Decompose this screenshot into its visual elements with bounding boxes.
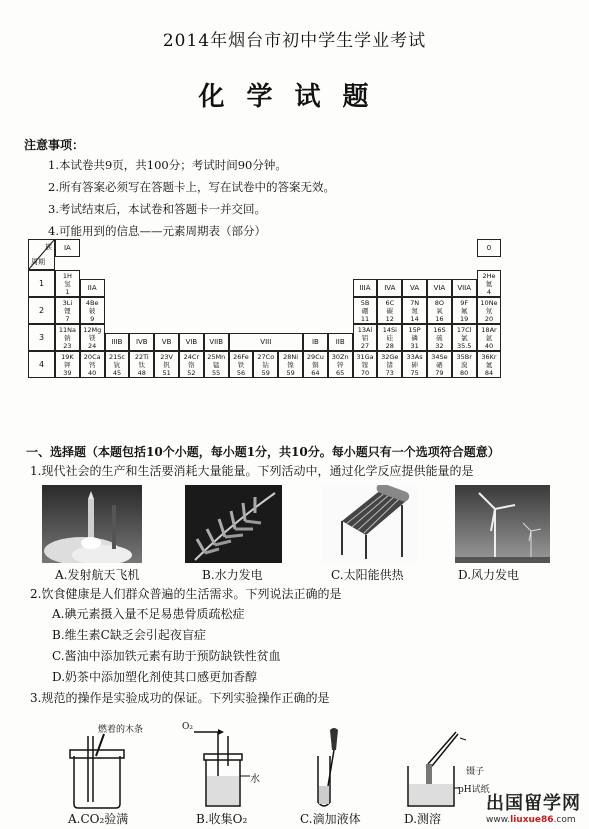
element-symbol: 21Sc bbox=[109, 353, 125, 361]
element-name: 钛 bbox=[138, 361, 146, 369]
element-name: 钙 bbox=[88, 361, 96, 369]
group-header: VIII bbox=[229, 333, 303, 351]
element-cell bbox=[55, 297, 80, 324]
element-symbol: 18Ar bbox=[481, 326, 497, 334]
element-cell bbox=[303, 351, 328, 378]
element-symbol: 35Br bbox=[456, 353, 472, 361]
period-label: 3 bbox=[28, 324, 55, 351]
element-cell bbox=[377, 324, 402, 351]
element-mass: 24 bbox=[88, 342, 97, 350]
element-mass: 32 bbox=[435, 342, 444, 350]
group-header: VA bbox=[402, 279, 427, 297]
element-mass: 59 bbox=[261, 369, 270, 377]
element-name: 镍 bbox=[287, 361, 294, 369]
element-cell bbox=[427, 297, 452, 324]
element-symbol: 17Cl bbox=[456, 326, 472, 334]
element-name: 溴 bbox=[460, 361, 468, 369]
element-name: 氟 bbox=[460, 307, 468, 315]
element-name: 锂 bbox=[64, 307, 71, 315]
element-mass: 80 bbox=[460, 369, 469, 377]
element-mass: 35.5 bbox=[456, 342, 472, 350]
element-mass: 45 bbox=[112, 369, 122, 377]
q3-option-d: D.测溶 bbox=[404, 812, 442, 826]
element-symbol: 4Be bbox=[85, 299, 99, 307]
question-3-stem: 3.规范的操作是实验成功的保证。下列实验操作正确的是 bbox=[30, 691, 330, 705]
element-mass: 70 bbox=[360, 369, 370, 377]
question-1-stem: 1.现代社会的生产和生活要消耗大量能量。下列活动中，通过化学反应提供能量的是 bbox=[30, 464, 474, 478]
element-name: 镓 bbox=[361, 361, 369, 369]
element-cell bbox=[328, 351, 353, 378]
element-name: 氢 bbox=[64, 280, 71, 288]
element-mass: 28 bbox=[385, 342, 394, 350]
q3-option-a: A.CO₂验满 bbox=[68, 812, 129, 826]
group-header: VIB bbox=[179, 333, 204, 351]
element-name: 铬 bbox=[188, 361, 195, 369]
element-cell bbox=[427, 324, 452, 351]
group-header: IIB bbox=[328, 333, 353, 351]
element-cell bbox=[353, 324, 378, 351]
element-name: 钴 bbox=[262, 361, 270, 369]
ph-paper-label: pH试纸 bbox=[458, 785, 490, 795]
q2-option-b: B.维生素C缺乏会引起夜盲症 bbox=[52, 628, 206, 642]
corner-period-label: 周期 bbox=[31, 258, 45, 266]
element-mass: 79 bbox=[435, 369, 444, 377]
element-cell bbox=[402, 297, 427, 324]
element-mass: 65 bbox=[336, 369, 345, 377]
group-header: IA bbox=[55, 239, 80, 257]
element-cell bbox=[55, 324, 80, 351]
tweezers-label: 镊子 bbox=[466, 767, 485, 777]
element-symbol: 24Cr bbox=[183, 353, 200, 361]
element-name: 氦 bbox=[485, 280, 493, 288]
element-name: 铁 bbox=[237, 361, 245, 369]
element-mass: 31 bbox=[410, 342, 419, 350]
exam-title: 2014年烟台市初中学生学业考试 bbox=[162, 31, 427, 51]
periodic-table bbox=[28, 239, 557, 416]
watermark-url: www.liuxue86.com bbox=[486, 815, 576, 825]
group-header: IIIB bbox=[105, 333, 130, 351]
element-name: 氯 bbox=[460, 334, 468, 342]
element-name: 钾 bbox=[64, 361, 71, 369]
element-mass: 52 bbox=[187, 369, 196, 377]
element-cell bbox=[427, 351, 452, 378]
element-cell bbox=[179, 351, 204, 378]
element-name: 钪 bbox=[113, 361, 121, 369]
element-symbol: 27Co bbox=[257, 353, 275, 361]
element-name: 锌 bbox=[336, 361, 344, 369]
element-symbol: 20Ca bbox=[83, 353, 101, 361]
notice-item: 1.本试卷共9页，共100分；考试时间90分钟。 bbox=[48, 158, 287, 172]
element-cell bbox=[278, 351, 303, 378]
rocket-launch-image bbox=[42, 485, 142, 563]
element-name: 碳 bbox=[386, 307, 394, 315]
element-cell bbox=[402, 351, 427, 378]
element-name: 硒 bbox=[436, 361, 443, 369]
element-symbol: 19K bbox=[61, 353, 74, 361]
element-mass: 16 bbox=[435, 315, 444, 323]
element-name: 硫 bbox=[436, 334, 443, 342]
element-symbol: 5B bbox=[360, 299, 370, 307]
element-symbol: 33As bbox=[406, 353, 423, 361]
burning-stick-label: 燃着的木条 bbox=[98, 725, 144, 735]
element-symbol: 16S bbox=[433, 326, 446, 334]
element-cell bbox=[105, 351, 130, 378]
group-header: VIIA bbox=[452, 279, 477, 297]
element-mass: 7 bbox=[65, 315, 70, 323]
element-name: 磷 bbox=[411, 334, 418, 342]
q1-option-b: B.水力发电 bbox=[202, 568, 263, 582]
element-cell bbox=[477, 270, 502, 297]
notice-heading: 注意事项： bbox=[24, 138, 85, 152]
element-mass: 23 bbox=[63, 342, 72, 350]
element-symbol: 25Mn bbox=[207, 353, 226, 361]
element-cell bbox=[402, 324, 427, 351]
element-mass: 84 bbox=[484, 369, 494, 377]
o2-collect-diagram bbox=[178, 722, 278, 811]
element-mass: 55 bbox=[212, 369, 221, 377]
element-symbol: 10Ne bbox=[480, 299, 498, 307]
element-cell bbox=[452, 324, 477, 351]
co2-check-diagram bbox=[60, 726, 150, 811]
group-header: IVB bbox=[129, 333, 154, 351]
element-cell bbox=[229, 351, 254, 378]
group-header: IB bbox=[303, 333, 328, 351]
group-header: 0 bbox=[477, 239, 502, 257]
element-name: 镁 bbox=[88, 334, 96, 342]
q1-option-d: D.风力发电 bbox=[458, 568, 520, 582]
element-name: 锰 bbox=[212, 361, 220, 369]
element-mass: 73 bbox=[385, 369, 394, 377]
element-cell bbox=[353, 297, 378, 324]
element-symbol: 11Na bbox=[58, 326, 76, 334]
section-heading: 一、选择题（本题包括10个小题，每小题1分，共10分。每小题只有一个选项符合题意） bbox=[26, 445, 500, 459]
element-cell bbox=[253, 351, 278, 378]
element-symbol: 26Fe bbox=[233, 353, 249, 361]
element-cell bbox=[477, 297, 502, 324]
element-symbol: 12Mg bbox=[83, 326, 102, 334]
group-header: IVA bbox=[377, 279, 402, 297]
q1-option-a: A.发射航天飞机 bbox=[55, 568, 140, 582]
element-symbol: 8O bbox=[434, 299, 445, 307]
corner-family-label: 族 bbox=[45, 243, 52, 251]
element-cell bbox=[129, 351, 154, 378]
element-mass: 51 bbox=[162, 369, 171, 377]
element-cell bbox=[80, 297, 105, 324]
element-name: 钠 bbox=[64, 334, 71, 342]
drop-liquid-diagram bbox=[298, 726, 358, 811]
element-name: 硼 bbox=[361, 307, 369, 315]
element-cell bbox=[377, 297, 402, 324]
q2-option-a: A.碘元素摄入量不足易患骨质疏松症 bbox=[52, 607, 245, 621]
element-symbol: 28Ni bbox=[283, 353, 299, 361]
subject-title: 化学试题 bbox=[198, 82, 391, 112]
element-name: 钒 bbox=[163, 361, 170, 369]
element-mass: 40 bbox=[484, 342, 494, 350]
element-mass: 19 bbox=[460, 315, 469, 323]
element-cell bbox=[55, 351, 80, 378]
element-symbol: 22Ti bbox=[134, 353, 149, 361]
element-symbol: 30Zn bbox=[331, 353, 349, 361]
element-mass: 1 bbox=[65, 288, 70, 296]
element-cell bbox=[80, 324, 105, 351]
solar-heater-image bbox=[322, 485, 418, 563]
element-cell bbox=[477, 324, 502, 351]
element-name: 锗 bbox=[386, 361, 394, 369]
element-symbol: 2He bbox=[482, 272, 496, 280]
element-symbol: 29Cu bbox=[306, 353, 324, 361]
element-name: 硅 bbox=[386, 334, 394, 342]
element-name: 铍 bbox=[88, 307, 96, 315]
element-cell bbox=[154, 351, 179, 378]
element-symbol: 14Si bbox=[382, 326, 397, 334]
element-symbol: 32Ge bbox=[381, 353, 399, 361]
element-name: 砷 bbox=[411, 361, 418, 369]
element-cell bbox=[477, 351, 502, 378]
q3-option-c: C.滴加液体 bbox=[300, 812, 361, 826]
table-corner bbox=[28, 239, 55, 270]
q3-option-b: B.收集O₂ bbox=[196, 812, 248, 826]
element-mass: 64 bbox=[311, 369, 320, 377]
element-symbol: 34Se bbox=[431, 353, 448, 361]
element-cell bbox=[452, 297, 477, 324]
notice-list bbox=[48, 154, 568, 242]
element-symbol: 13Al bbox=[357, 326, 373, 334]
element-name: 氖 bbox=[485, 307, 493, 315]
notice-item: 2.所有答案必须写在答题卡上，写在试卷中的答案无效。 bbox=[48, 180, 335, 194]
element-mass: 9 bbox=[90, 315, 95, 323]
element-name: 氩 bbox=[485, 334, 493, 342]
group-header: VIIB bbox=[204, 333, 229, 351]
period-label: 2 bbox=[28, 297, 55, 324]
element-mass: 59 bbox=[286, 369, 295, 377]
element-cell bbox=[452, 351, 477, 378]
element-mass: 40 bbox=[88, 369, 97, 377]
element-symbol: 6C bbox=[385, 299, 395, 307]
element-cell bbox=[353, 351, 378, 378]
element-name: 氪 bbox=[485, 361, 493, 369]
group-header: IIIA bbox=[353, 279, 378, 297]
element-cell bbox=[80, 351, 105, 378]
element-mass: 27 bbox=[360, 342, 370, 350]
q2-option-d: D.奶茶中添加塑化剂使其口感更加香醇 bbox=[52, 670, 258, 684]
group-header: IIA bbox=[80, 279, 105, 297]
element-symbol: 23V bbox=[160, 353, 173, 361]
element-name: 铝 bbox=[361, 334, 369, 342]
period-label: 4 bbox=[28, 351, 55, 378]
element-name: 氧 bbox=[436, 307, 443, 315]
element-symbol: 1H bbox=[62, 272, 72, 280]
element-symbol: 3Li bbox=[62, 299, 73, 307]
element-mass: 75 bbox=[410, 369, 419, 377]
element-mass: 11 bbox=[360, 315, 370, 323]
question-2-stem: 2.饮食健康是人们群众普遍的生活需求。下列说法正确的是 bbox=[30, 587, 342, 601]
element-name: 铜 bbox=[312, 361, 319, 369]
element-mass: 14 bbox=[410, 315, 419, 323]
element-symbol: 31Ga bbox=[356, 353, 374, 361]
element-symbol: 36Kr bbox=[481, 353, 497, 361]
period-label: 1 bbox=[28, 270, 55, 297]
watermark-site-name: 出国留学网 bbox=[486, 793, 581, 814]
element-name: 氮 bbox=[411, 307, 418, 315]
wind-turbine-image bbox=[455, 485, 550, 563]
notice-item: 3.考试结束后，本试卷和答题卡一并交回。 bbox=[48, 202, 266, 216]
element-mass: 48 bbox=[137, 369, 146, 377]
element-mass: 4 bbox=[486, 288, 492, 296]
site-watermark bbox=[486, 789, 581, 825]
hydropower-image bbox=[185, 485, 282, 563]
element-symbol: 15P bbox=[408, 326, 421, 334]
group-header: VB bbox=[154, 333, 179, 351]
element-symbol: 9F bbox=[460, 299, 469, 307]
element-symbol: 7N bbox=[410, 299, 420, 307]
q1-option-c: C.太阳能供热 bbox=[331, 568, 404, 582]
element-cell bbox=[55, 270, 80, 297]
element-cell bbox=[377, 351, 402, 378]
notice-item: 4.可能用到的信息——元素周期表（部分） bbox=[48, 224, 266, 238]
element-mass: 56 bbox=[236, 369, 246, 377]
water-label: 水 bbox=[250, 774, 260, 785]
element-mass: 12 bbox=[385, 315, 394, 323]
element-cell bbox=[204, 351, 229, 378]
q2-option-c: C.酱油中添加铁元素有助于预防缺铁性贫血 bbox=[52, 649, 281, 663]
group-header: VIA bbox=[427, 279, 452, 297]
element-mass: 39 bbox=[63, 369, 72, 377]
o2-label: O₂ bbox=[182, 722, 193, 732]
element-mass: 20 bbox=[484, 315, 494, 323]
